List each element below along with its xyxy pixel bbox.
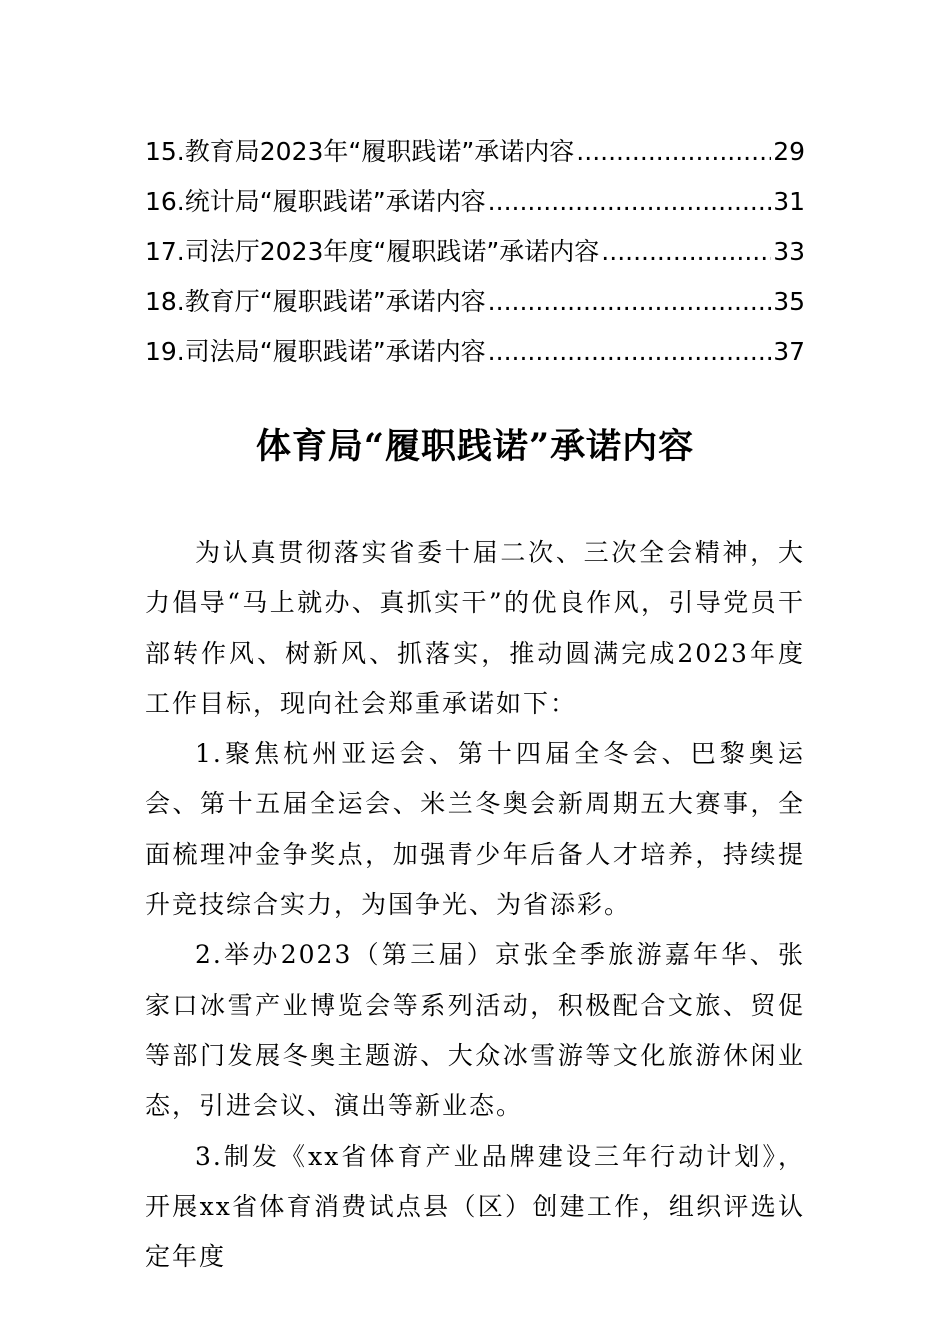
toc-entry-title: 16.统计局“履职践诺”承诺内容: [145, 187, 486, 216]
toc-entry-title: 17.司法厅2023年度“履职践诺”承诺内容: [145, 237, 600, 266]
toc-entry[interactable]: [145, 330, 805, 380]
commitment-paragraph-1: 1.聚焦杭州亚运会、第十四届全冬会、巴黎奥运会、第十五届全运会、米兰冬奥会新周期五大赛事，全面梳理冲金争奖点，加强青少年后备人才培养，持续提升竞技综合实力，为国争光、为省添彩。: [145, 739, 805, 920]
toc-entry[interactable]: [145, 180, 805, 230]
intro-paragraph: 为认真贯彻落实省委十届二次、三次全会精神，大力倡导“马上就办、真抓实干”的优良作风，引导党员干部转作风、树新风、抓落实，推动圆满完成2023年度工作目标，现向社会郑重承诺如下：: [145, 538, 805, 718]
toc-entry[interactable]: [145, 280, 805, 330]
toc-entry[interactable]: [145, 130, 805, 180]
toc-leader-dots: [488, 280, 772, 324]
document-title: 体育局“履职践诺”承诺内容: [255, 426, 695, 467]
toc-entry[interactable]: [145, 230, 805, 280]
commitment-paragraph-3: 3.制发《xx省体育产业品牌建设三年行动计划》，开展xx省体育消费试点县（区）创建工作，组织评选认定年度: [145, 1141, 805, 1272]
toc-entry-title: 19.司法局“履职践诺”承诺内容: [145, 337, 486, 366]
toc-entry-page: 33: [773, 237, 805, 266]
toc-leader-dots: [576, 130, 771, 174]
toc-entry-page: 35: [773, 287, 805, 316]
toc-leader-dots: [601, 230, 771, 274]
toc-entry-title: 18.教育厅“履职践诺”承诺内容: [145, 287, 486, 316]
toc-entry-title: 15.教育局2023年“履职践诺”承诺内容: [145, 137, 575, 166]
toc-entry-page: 29: [773, 137, 805, 166]
document-body: [145, 528, 805, 1282]
toc-leader-dots: [488, 180, 772, 224]
toc-entry-page: 37: [773, 337, 805, 366]
table-of-contents: [145, 130, 805, 380]
toc-entry-page: 31: [773, 187, 805, 216]
toc-leader-dots: [488, 330, 772, 374]
commitment-paragraph-2: 2.举办2023（第三届）京张全季旅游嘉年华、张家口冰雪产业博览会等系列活动，积极配合文旅、贸促等部门发展冬奥主题游、大众冰雪游等文化旅游休闲业态，引进会议、演出等新业态。: [145, 940, 805, 1121]
